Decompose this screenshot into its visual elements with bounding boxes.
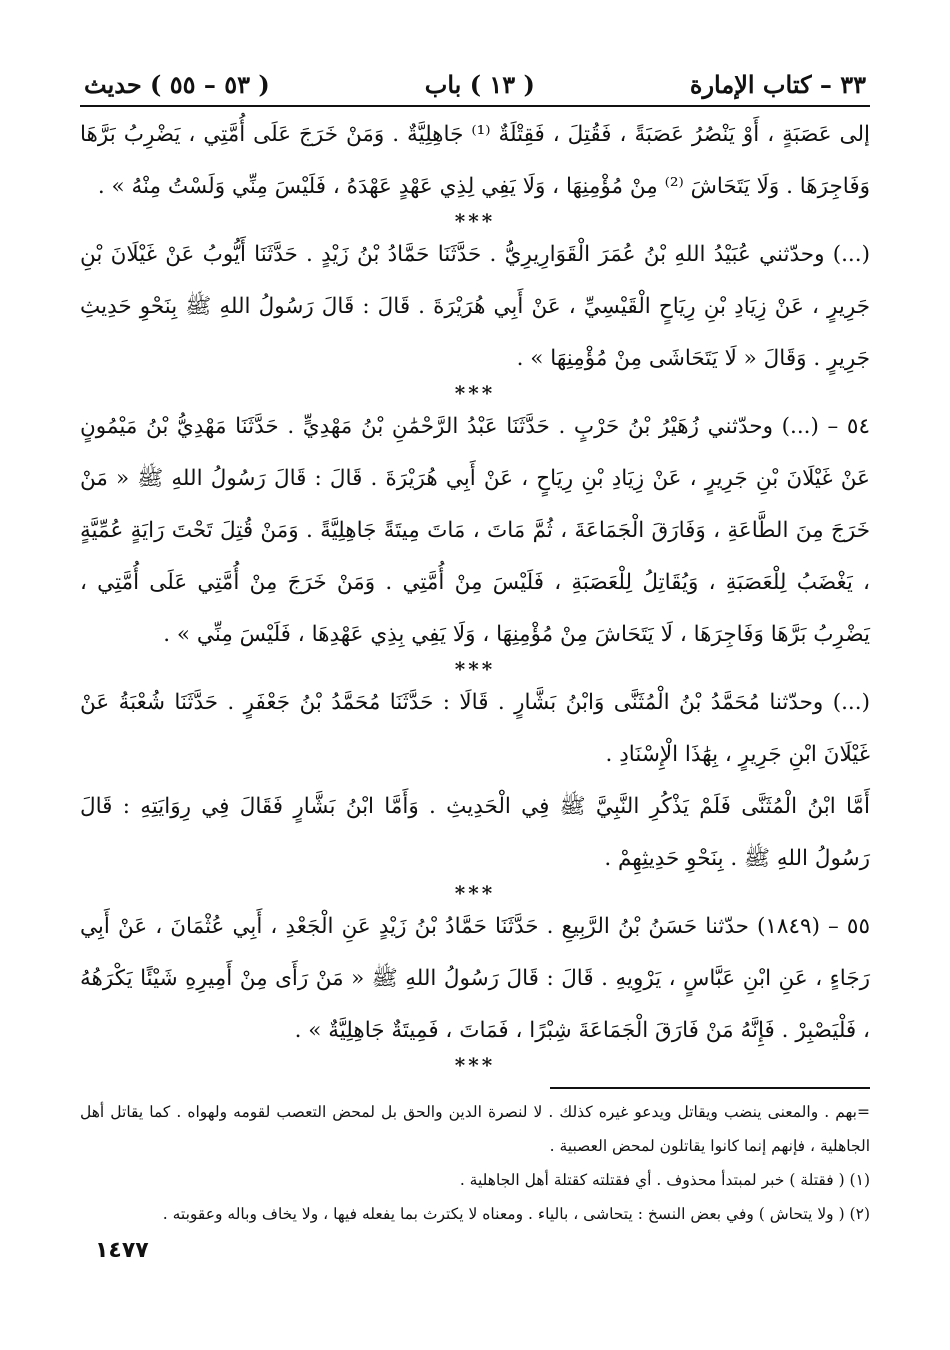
header-hadith-range: ( ٥٣ – ٥٥ ) حديث bbox=[84, 70, 270, 99]
paragraph-hadith-55: ٥٥ – (١٨٤٩) حدّثنا حَسَنُ بْنُ الرَّبِيعِ . حَدَّثَنَا حَمَّادُ بْنُ زَيْدٍ عَنِ الْجَعْدِ ، أَبِي عُثْمَانَ ، عَنْ أَبِي رَجَاءٍ ، عَنِ ابْنِ عَبَّاسٍ ، يَرْوِيهِ . قَالَ : قَالَ رَسُولُ اللهِ ﷺ « مَنْ رَأَى مِنْ أَمِيرِهِ شَيْئًا يَكْرَهُهُ ، فَلْيَصْبِرْ . فَإِنَّهُ مَنْ فَارَقَ الْجَمَاعَةَ شِبْرًا ، فَمَاتَ ، فَمِيتَةٌ جَاهِلِيَّةٌ » . bbox=[80, 914, 870, 1043]
section-separator: *** bbox=[454, 881, 496, 905]
section-separator: *** bbox=[454, 657, 496, 681]
paragraph-continuation: إلى عَصَبَةٍ ، أَوْ يَنْصُرُ عَصَبَةً ، فَقُتِلَ ، فَقِتْلَةٌ ⁽¹⁾ جَاهِلِيَّةٌ . وَمَنْ خَرَجَ عَلَى أُمَّتِي ، يَضْرِبُ بَرَّهَا وَفَاجِرَهَا . وَلَا يَتَحَاشَ ⁽²⁾ مِنْ مُؤْمِنِهَا ، وَلَا يَفِي لِذِي عَهْدٍ عَهْدَهُ ، فَلَيْسَ مِنِّي وَلَسْتُ مِنْهُ » . bbox=[80, 122, 871, 199]
header-book-title: ٣٣ – كتاب الإمارة bbox=[689, 70, 866, 99]
footnote-continuation: =بهم . والمعنى ينضب ويقاتل ويدعو غيره كذلك . لا لنصرة الدين والحق بل لمحض التعصب لقومه ولهواه . كما يقاتل أهل الجاهلية ، فإنهم إنما كانوا يقاتلون لمحض العصبية . bbox=[80, 1103, 870, 1155]
footnote-1: (١) ( فقتلة ) خبر لمبتدأ محذوف . أي فقتلته كقتلة أهل الجاهلية . bbox=[459, 1171, 870, 1189]
running-header bbox=[80, 70, 870, 107]
footnote-2: (٢) ( ولا يتحاش ) وفي بعض النسخ : يتحاشى ، بالياء . ومعناه لا يكترث بما يفعله فيها ، ولا يخاف وباله وعقوبته . bbox=[162, 1205, 870, 1223]
paragraph-note-54b: أَمَّا ابْنُ الْمُثَنَّى فَلَمْ يَذْكُرِ النَّبِيَّ ﷺ فِي الْحَدِيثِ . وَأَمَّا ابْنُ بَشَّارٍ فَقَالَ فِي رِوَايَتِهِ : قَالَ رَسُولُ اللهِ ﷺ . بِنَحْوِ حَدِيثِهِمْ . bbox=[80, 794, 870, 871]
section-separator: *** bbox=[454, 1053, 496, 1077]
paragraph-hadith-54: ٥٤ – (...) وحدّثني زُهَيْرُ بْنُ حَرْبٍ . حَدَّثَنَا عَبْدُ الرَّحْمَٰنِ بْنُ مَهْدِيٍّ . حَدَّثَنَا مَهْدِيُّ بْنُ مَيْمُونٍ عَنْ غَيْلَانَ بْنِ جَرِيرٍ ، عَنْ زِيَادِ بْنِ رِيَاحٍ ، عَنْ أَبِي هُرَيْرَةَ . قَالَ : قَالَ رَسُولُ اللهِ ﷺ « مَنْ خَرَجَ مِنَ الطَّاعَةِ ، وَفَارَقَ الْجَمَاعَةَ ، ثُمَّ مَاتَ ، مَاتَ مِيتَةً جَاهِلِيَّةً . وَمَنْ قُتِلَ تَحْتَ رَايَةٍ عُمِّيَّةٍ ، يَغْضَبُ لِلْعَصَبَةِ ، وَيُقَاتِلُ لِلْعَصَبَةِ ، فَلَيْسَ مِنْ أُمَّتِي . وَمَنْ خَرَجَ مِنْ أُمَّتِي عَلَى أُمَّتِي ، يَضْرِبُ بَرَّهَا وَفَاجِرَهَا ، لَا يَتَحَاشَ مِنْ مُؤْمِنِهَا ، وَلَا يَفِي بِذِي عَهْدِهَا ، فَلَيْسَ مِنِّي » . bbox=[80, 414, 870, 647]
page bbox=[80, 70, 870, 1231]
section-separator: *** bbox=[454, 209, 496, 233]
section-separator: *** bbox=[454, 381, 496, 405]
paragraph-hadith-53b: (...) وحدّثني عُبَيْدُ اللهِ بْنُ عُمَرَ الْقَوَارِيرِيُّ . حَدَّثَنَا حَمَّادُ بْنُ زَيْدٍ . حَدَّثَنَا أَيُّوبُ عَنْ غَيْلَانَ بْنِ جَرِيرٍ ، عَنْ زِيَادِ بْنِ رِيَاحٍ الْقَيْسِيِّ ، عَنْ أَبِي هُرَيْرَةَ . قَالَ : قَالَ رَسُولُ اللهِ ﷺ بِنَحْوِ حَدِيثِ جَرِيرٍ . وَقَالَ « لَا يَتَحَاشَى مِنْ مُؤْمِنِهَا » . bbox=[80, 242, 870, 371]
header-chapter: ( ١٣ ) باب bbox=[424, 70, 535, 99]
footnote-separator bbox=[550, 1087, 870, 1089]
page-number: ١٤٧٧ bbox=[95, 1238, 149, 1263]
paragraph-hadith-54b: (...) وحدّثنا مُحَمَّدُ بْنُ الْمُثَنَّى وَابْنُ بَشَّارٍ . قَالَا : حَدَّثَنَا مُحَمَّدُ بْنُ جَعْفَرٍ . حَدَّثَنَا شُعْبَةُ عَنْ غَيْلَانَ ابْنِ جَرِيرٍ ، بِهَٰذَا الْإِسْنَادِ . bbox=[80, 690, 870, 767]
